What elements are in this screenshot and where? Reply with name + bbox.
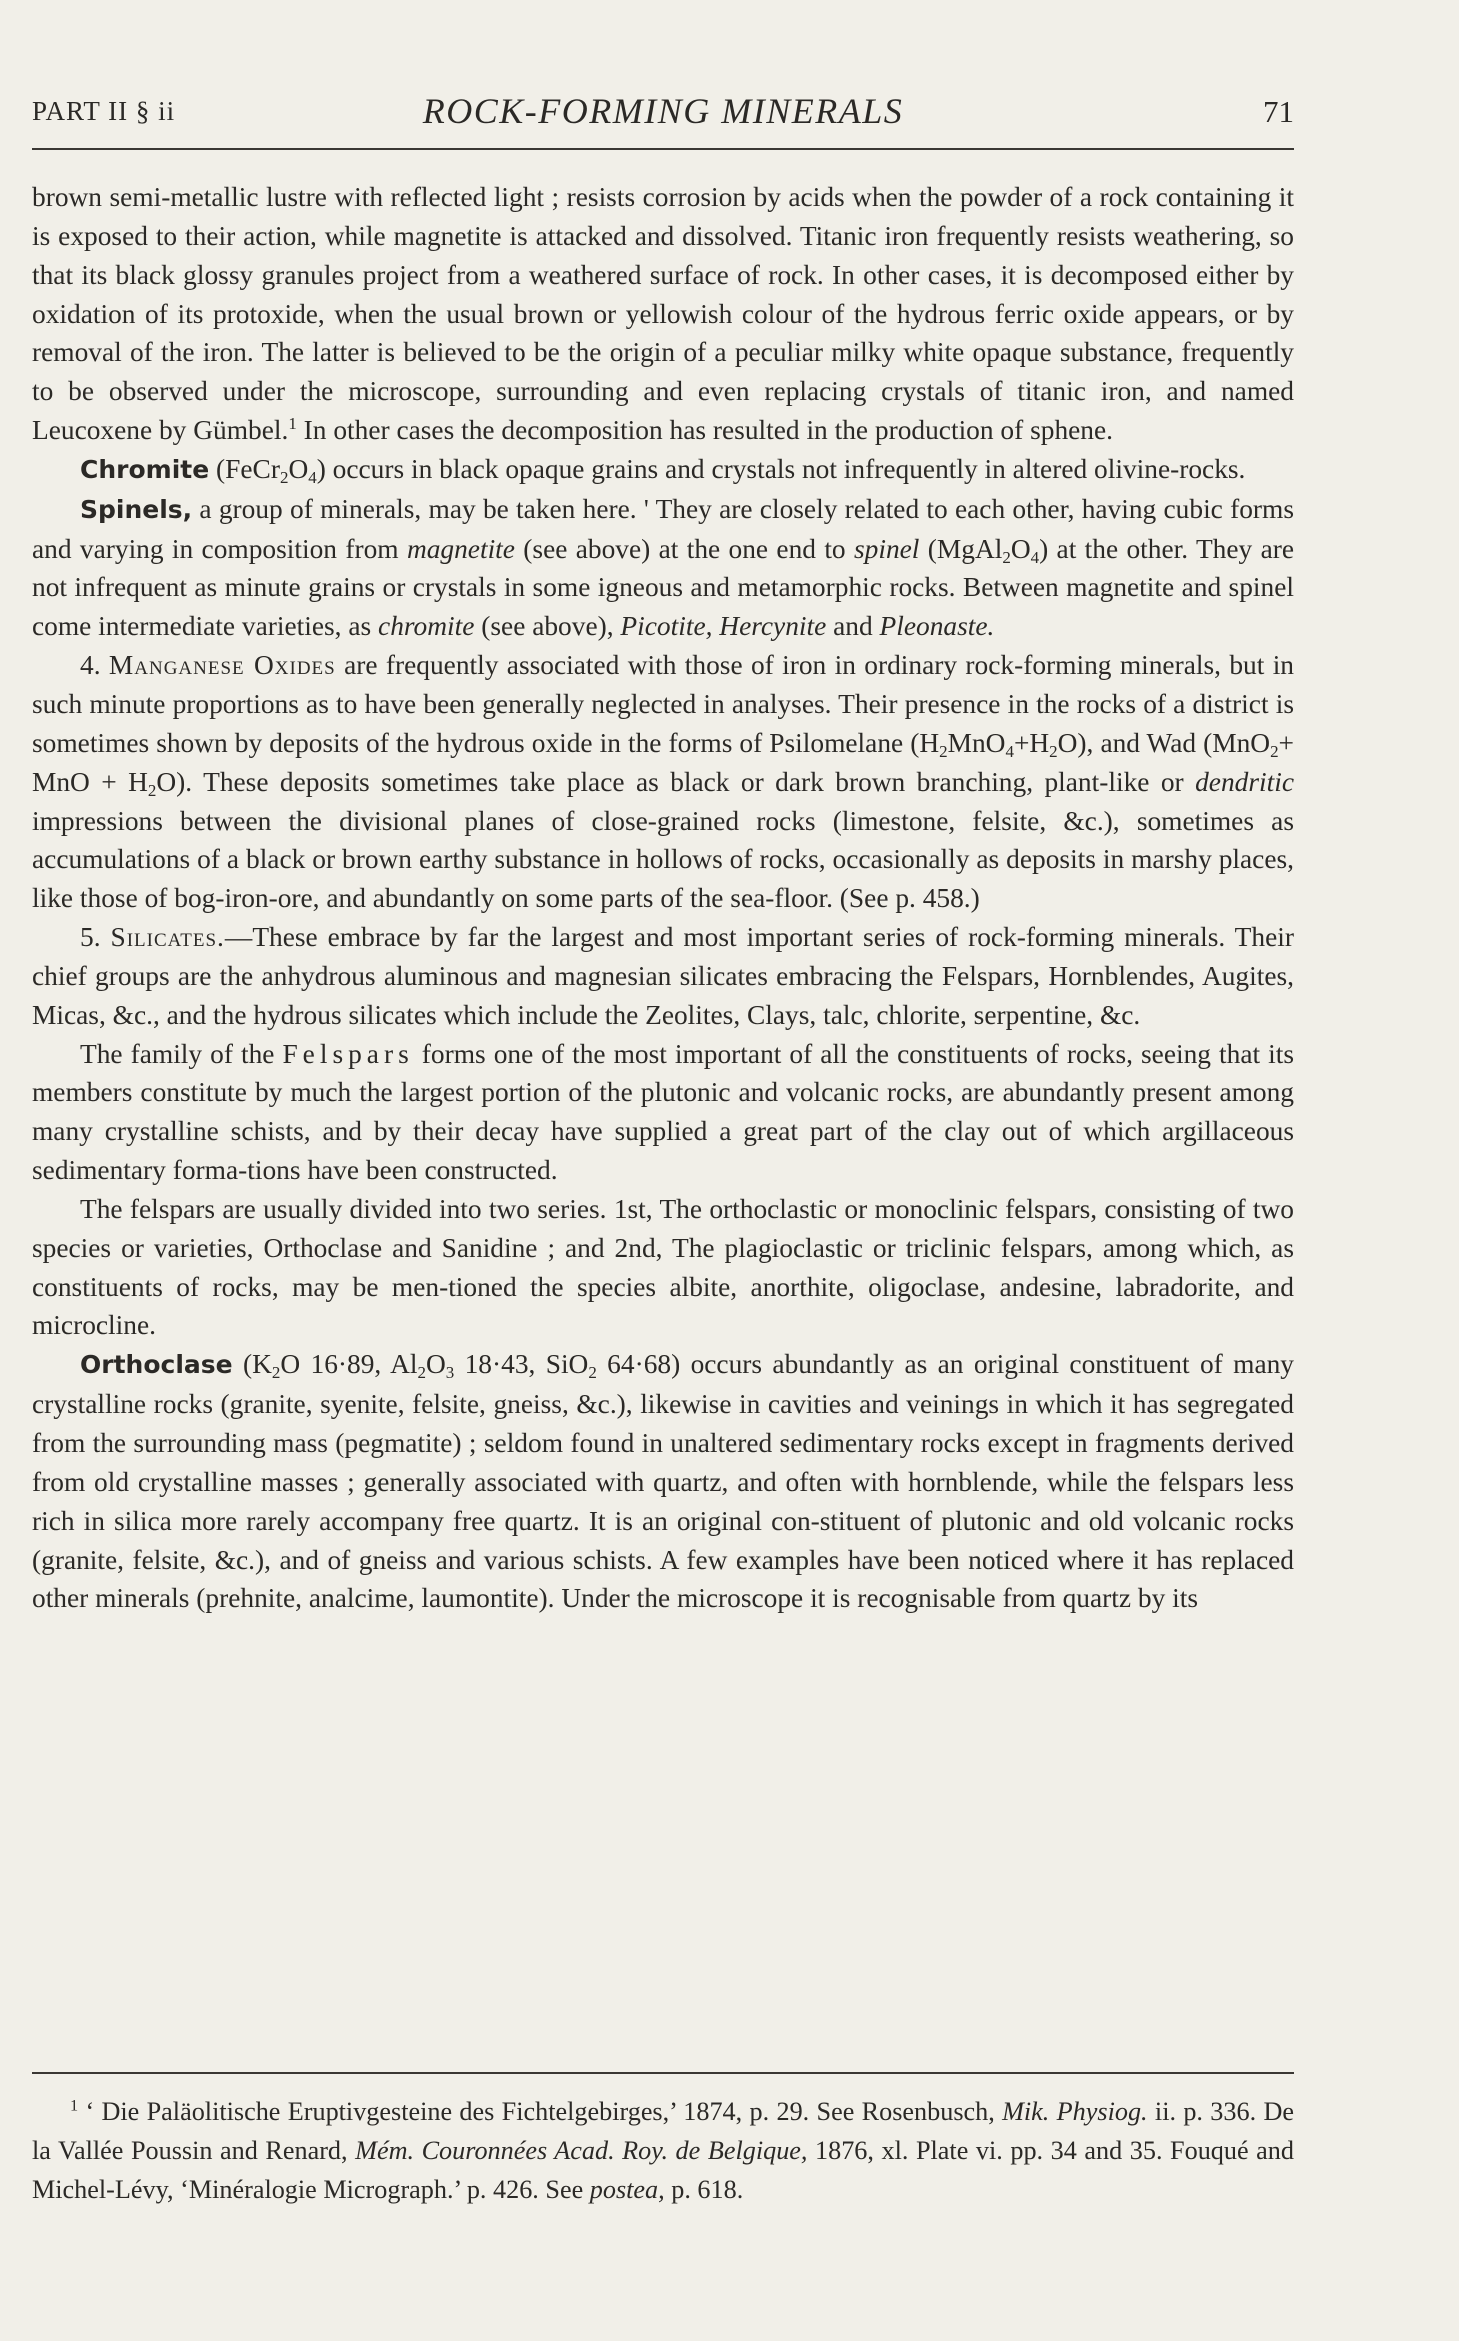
paragraph-felspars-family: The family of the Felspars forms one of the most important of all the constituents of rocks, seeing that its members constitute by much the largest portion of the plutonic and volcanic rocks, are abundantly present among many crystalline schists, and by their decay have supplied a great part of the clay out of which argillaceous sedimentary forma-tions have been constructed. — [32, 1038, 1294, 1186]
footnote-number: 1 — [70, 2096, 79, 2115]
orthoclase-heading: Orthoclase — [80, 1350, 233, 1380]
footnote: $^1$ ‘ Die Paläolitische Eruptivgesteine des Fichtelgebirges,’ 1874, p. 29. See Rosenbusch, Mik. Physiog. ii. p. 336. De la Vallée Poussin and Renard, Mém. Couronnées Acad. Roy. de Belgique, 1876, xl. Plate vi. pp. 34 and 35. Fouqué and Michel-Lévy, ‘Minéralogie Micrograph.’ p. 426. See postea, p. 618. — [32, 2096, 1294, 2204]
running-header — [32, 90, 1294, 134]
body-text — [32, 178, 1294, 1618]
footnote-rule — [32, 2072, 1294, 2074]
paragraph-orthoclase: Orthoclase ($K_2O$ 16·89, $Al_2O_3$ 18·43, SiO$_2$ 64·68) occurs abundantly as an original constituent of many crystalline rocks (granite, syenite, felsite, gneiss, &c.), likewise in cavities and veinings in which it has segregated from the surrounding mass (pegmatite) ; seldom found in unaltered sedimentary rocks except in fragments derived from old crystalline masses ; generally associated with quartz, and often with hornblende, while the felspars less rich in silica more rarely accompany free quartz. It is an original con-stituent of plutonic and old volcanic rocks (granite, felsite, &c.), and of gneiss and various schists. A few examples have been noticed where it has replaced other minerals (prehnite, analcime, laumontite). Under the microscope it is recognisable from quartz by its — [32, 1349, 1295, 1614]
chromite-heading: Chromite — [80, 454, 210, 484]
manganese-heading: Manganese Oxides — [108, 650, 336, 681]
paragraph-spinels: Spinels, a group of minerals, may be taken here. ' They are closely related to each other, having cubic forms and varying in composition from magnetite (see above) at the one end to spinel $(MgAl_2O_4)$ at the other. They are not infrequent as minute grains or crystals in some igneous and metamorphic rocks. Between magnetite and spinel come intermediate varieties, as chromite (see above), Picotite, Hercynite and Pleonaste. — [32, 493, 1295, 642]
paragraph-chromite: Chromite $(FeCr_2O_4)$ occurs in black opaque grains and crystals not infrequently in altered olivine-rocks. — [80, 453, 1246, 487]
header-rule — [32, 148, 1294, 150]
felspars-spaced-term: Felspars — [282, 1038, 414, 1069]
silicates-heading: Silicates. — [110, 922, 225, 953]
paragraph-silicates: 5. Silicates.—These embrace by far the largest and most important series of rock-forming minerals. Their chief groups are the anhydrous aluminous and magnesian silicates embracing the Felspars, Hornblendes, Augites, Micas, &c., and the hydrous silicates which include the Zeolites, Clays, talc, chlorite, serpentine, &c. — [32, 922, 1295, 1030]
part-section-label: PART II § ii — [32, 96, 176, 126]
paragraph-felspar-series: The felspars are usually divided into two series. 1st, The orthoclastic or monoclinic felspars, consisting of two species or varieties, Orthoclase and Sanidine ; and 2nd, The plagioclastic or triclinic felspars, among which, as constituents of rocks, may be men-tioned the species albite, anorthite, oligoclase, andesine, labradorite, and microcline. — [32, 1193, 1294, 1341]
paragraph-manganese-oxides: 4. Manganese Oxides are frequently associated with those of iron in ordinary rock-forming minerals, but in such minute proportions as to have been generally neglected in analyses. Their presence in the rocks of a district is sometimes shown by deposits of the hydrous oxide in the forms of Psilomelane $(H_2MnO_4+H_2O)$, and Wad (MnO$_2$+ MnO + $H_2O$). These deposits sometimes take place as black or dark brown branching, plant-like or dendritic impressions between the divisional planes of close-grained rocks (limestone, felsite, &c.), sometimes as accumulations of a black or brown earthy substance in hollows of rocks, occasionally as deposits in marshy places, like those of bog-iron-ore, and abundantly on some parts of the sea-floor. (See p. 458.) — [32, 650, 1295, 914]
paragraph-titanic-iron: brown semi-metallic lustre with reflected light ; resists corrosion by acids when the powder of a rock containing it is exposed to their action, while magnetite is attacked and dissolved. Titanic iron frequently resists weathering, so that its black glossy granules project from a weathered surface of rock. In other cases, it is decomposed either by oxidation of its protoxide, when the usual brown or yellowish colour of the hydrous ferric oxide appears, or by removal of the iron. The latter is believed to be the origin of a peculiar milky white opaque substance, frequently to be observed under the microscope, surrounding and even replacing crystals of titanic iron, and named Leucoxene by Gümbel.$^1$ In other cases the decomposition has resulted in the production of sphene. — [32, 182, 1294, 446]
running-title: ROCK-FORMING MINERALS — [422, 91, 904, 131]
footnote-ref: 1 — [288, 413, 297, 433]
page-number: 71 — [1263, 94, 1294, 129]
spinels-heading: Spinels, — [80, 494, 193, 524]
